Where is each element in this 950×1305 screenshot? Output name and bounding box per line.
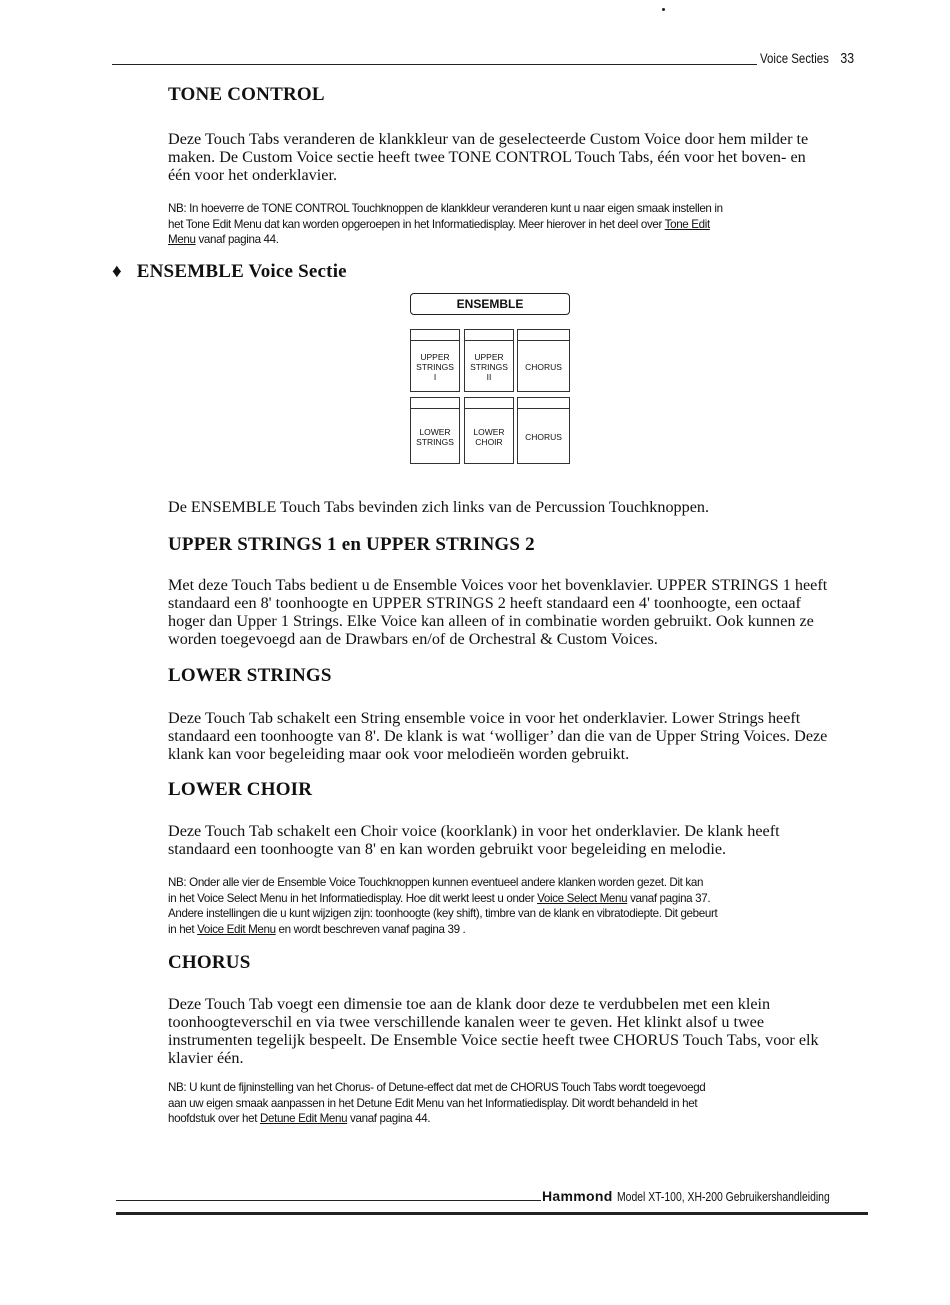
note-text: vanaf pagina 44. — [195, 233, 279, 246]
running-footer — [542, 1188, 883, 1206]
header-section: Voice Secties — [760, 50, 829, 66]
ensemble-heading — [112, 261, 347, 283]
lower-chorus-tab[interactable] — [517, 397, 570, 464]
para-line: standaard een toonhoogte van 8' en kan worden gebruikt voor begeleiding en melodie. — [168, 840, 727, 858]
tab-label: UPPER STRINGS I — [416, 351, 454, 382]
note-line: NB: Onder alle vier de Ensemble Voice Touchknoppen kunnen eventueel andere klanken worden gezet. Dit kan — [168, 876, 704, 889]
note-line — [168, 217, 866, 233]
voice-select-menu-link[interactable]: Voice Select Menu — [537, 891, 628, 905]
voice-edit-menu-link[interactable]: Voice Edit Menu — [197, 922, 276, 936]
tab-label: CHORUS — [525, 361, 562, 372]
chorus-note — [168, 1080, 866, 1127]
para-line: toonhoogteverschil en via twee verschillende kanalen weer te geven. Het klinkt alsof u twee — [168, 1013, 765, 1031]
para-line: Deze Touch Tab schakelt een Choir voice (koorklank) in voor het onderklavier. De klank heeft — [168, 822, 780, 840]
note-text: hoofdstuk over het — [168, 1112, 260, 1125]
lower-choir-note — [168, 875, 866, 937]
running-header — [760, 50, 854, 67]
note-line: aan uw eigen smaak aanpassen in het Detune Edit Menu van het Informatiedisplay. Dit wordt behandeld in het — [168, 1096, 698, 1110]
note-line: NB: In hoeverre de TONE CONTROL Touchknoppen de klankkleur veranderen kunt u naar eigen smaak instellen in — [168, 202, 723, 215]
ensemble-paragraph: De ENSEMBLE Touch Tabs bevinden zich links van de Percussion Touchknoppen. — [168, 498, 710, 516]
para-line: Deze Touch Tabs veranderen de klankkleur van de geselecteerde Custom Voice door hem milder te — [168, 130, 809, 148]
chorus-paragraph — [168, 995, 866, 1067]
note-text: en wordt beschreven vanaf pagina 39 . — [275, 922, 466, 936]
upper-strings-paragraph — [168, 576, 866, 648]
ensemble-panel-label: ENSEMBLE — [410, 293, 570, 315]
note-line — [168, 891, 866, 907]
note-line: Andere instellingen die u kunt wijzigen zijn: toonhoogte (key shift), timbre van de klank en vibratodiepte. Dit gebeurt — [168, 907, 718, 920]
note-line — [168, 232, 866, 248]
footer-rule — [116, 1200, 541, 1201]
tab-label: LOWER STRINGS — [416, 426, 454, 447]
para-line: Deze Touch Tab voegt een dimensie toe aan de klank door deze te verdubbelen met een klein — [168, 995, 771, 1013]
tone-edit-link[interactable]: Tone Edit — [664, 217, 710, 231]
detune-edit-menu-link[interactable]: Detune Edit Menu — [259, 1112, 348, 1125]
note-line — [168, 922, 866, 938]
lower-strings-title: LOWER STRINGS — [168, 665, 332, 686]
upper-strings-title: UPPER STRINGS 1 en UPPER STRINGS 2 — [168, 534, 535, 555]
tab-label: UPPER STRINGS II — [470, 351, 508, 382]
lower-strings-paragraph — [168, 709, 866, 763]
footer-model: Model XT-100, XH-200 Gebruikershandleiding — [616, 1189, 830, 1204]
tone-control-note — [168, 201, 866, 248]
para-line: maken. De Custom Voice sectie heeft twee TONE CONTROL Touch Tabs, één voor het boven- en — [168, 148, 806, 166]
note-line: NB: U kunt de fijninstelling van het Chorus- of Detune-effect dat met de CHORUS Touch Tabs wordt toegevoegd — [168, 1081, 706, 1094]
page-number: 33 — [840, 50, 855, 67]
upper-strings-1-tab[interactable] — [410, 329, 460, 392]
para-line: worden toegevoegd aan de Drawbars en/of de Orchestral & Custom Voices. — [168, 630, 658, 648]
note-text: vanaf pagina 37. — [627, 891, 711, 905]
tab-label: LOWER CHOIR — [473, 426, 505, 447]
diamond-bullet-icon: ♦ — [112, 261, 122, 282]
lower-choir-paragraph — [168, 822, 866, 858]
para-line: één voor het onderklavier. — [168, 166, 338, 184]
tone-control-paragraph — [168, 130, 866, 184]
para-line: standaard een toonhoogte van 8'. De klank is wat ‘wolliger’ dan die van de Upper String Voices. Deze — [168, 727, 828, 745]
header-rule — [112, 64, 757, 65]
menu-link[interactable]: Menu — [168, 233, 196, 246]
note-text: vanaf pagina 44. — [347, 1112, 431, 1125]
lower-choir-title: LOWER CHOIR — [168, 779, 313, 800]
note-text: in het Voice Select Menu in het Informatiedisplay. Hoe dit werkt leest u onder — [168, 891, 538, 905]
para-line: standaard een 8' toonhoogte en UPPER STRINGS 2 heeft standaard een 4' toonhoogte, een octaaf — [168, 594, 801, 612]
para-line: instrumenten tegelijk bespeelt. De Ensemble Voice sectie heeft twee CHORUS Touch Tabs, voor elk — [168, 1031, 819, 1049]
para-line: klank kan voor begeleiding maar ook voor melodieën worden gebruikt. — [168, 745, 630, 763]
note-text: in het — [168, 922, 198, 936]
footer-thick-rule — [116, 1212, 868, 1215]
para-line: Deze Touch Tab schakelt een String ensemble voice in voor het onderklavier. Lower Strings heeft — [168, 709, 801, 727]
upper-chorus-tab[interactable] — [517, 329, 570, 392]
para-line: Met deze Touch Tabs bedient u de Ensemble Voices voor het bovenklavier. UPPER STRINGS 1 heeft — [168, 576, 828, 594]
ensemble-title: ENSEMBLE Voice Sectie — [136, 261, 347, 282]
tab-label: CHORUS — [525, 431, 562, 442]
chorus-title: CHORUS — [168, 952, 251, 973]
note-line — [168, 1111, 866, 1127]
para-line: klavier één. — [168, 1049, 244, 1067]
lower-strings-tab[interactable] — [410, 397, 460, 464]
lower-choir-tab[interactable] — [464, 397, 514, 464]
stray-dot — [662, 8, 665, 11]
upper-strings-2-tab[interactable] — [464, 329, 514, 392]
footer-brand: Hammond — [542, 1188, 613, 1204]
tone-control-title: TONE CONTROL — [168, 84, 325, 105]
para-line: hoger dan Upper 1 Strings. Elke Voice kan alleen of in combinatie worden gebruikt. Ook kunnen ze — [168, 612, 814, 630]
note-text: het Tone Edit Menu dat kan worden opgeroepen in het Informatiedisplay. Meer hierover in het deel over — [168, 217, 665, 231]
